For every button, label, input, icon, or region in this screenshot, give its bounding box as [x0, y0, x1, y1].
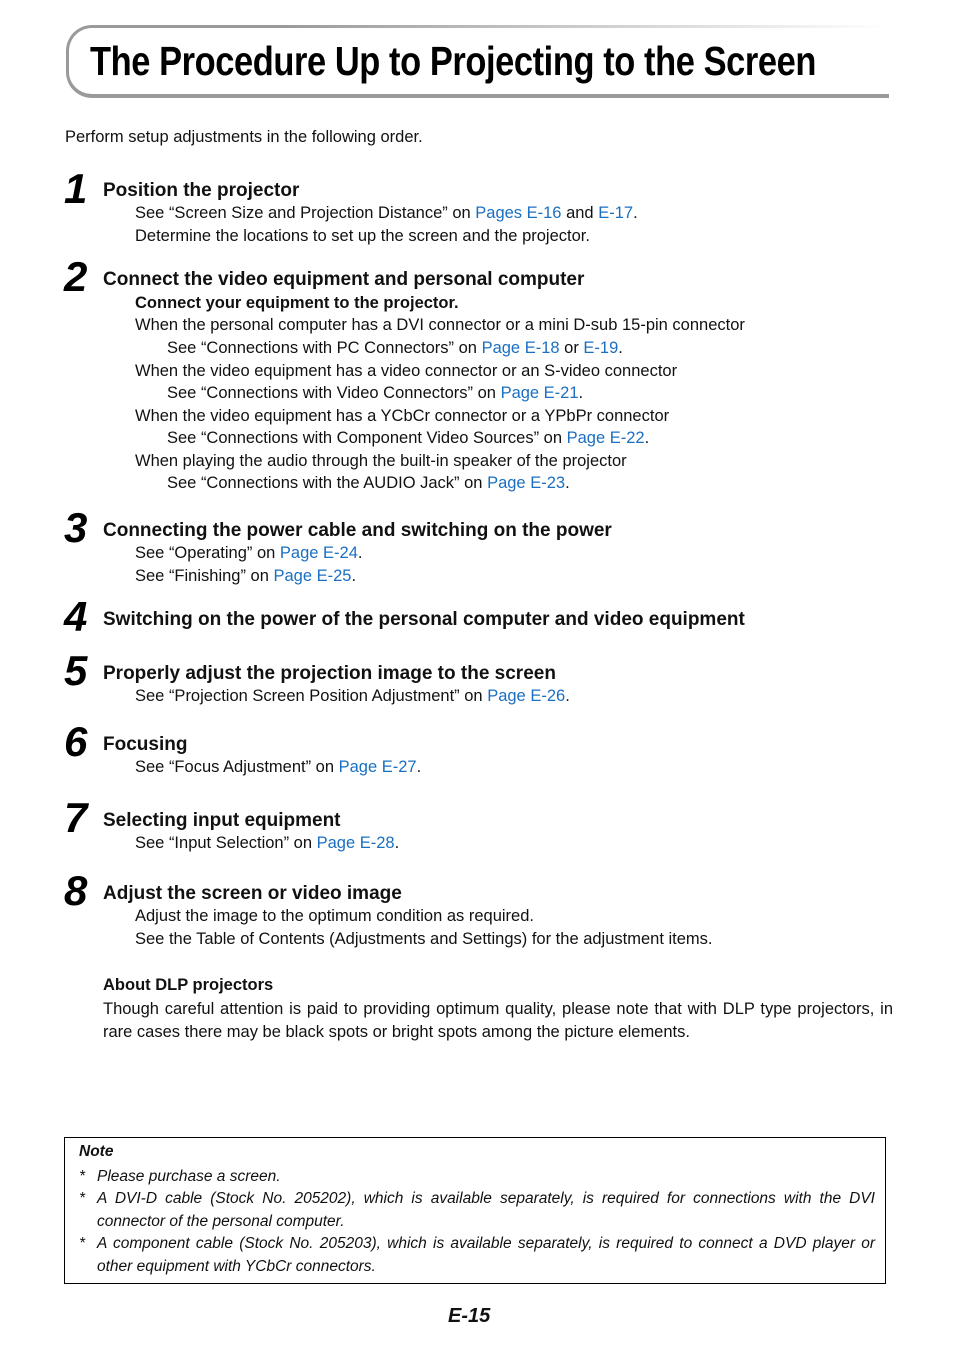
step-line: See “Finishing” on Page E-25.	[135, 567, 357, 585]
page-link[interactable]: Pages E-16	[475, 204, 562, 222]
step-line: See “Projection Screen Position Adjustment” on Page E-26.	[135, 687, 570, 705]
page-title: The Procedure Up to Projecting to the Screen	[90, 38, 816, 84]
step-number: 2	[64, 253, 88, 300]
step-number: 3	[64, 504, 88, 551]
page-link[interactable]: Page E-23	[487, 474, 566, 492]
note-item: * A component cable (Stock No. 205203), which is available separately, is required to connect a DVD player or other equipment with YCbCr connectors.	[79, 1235, 875, 1275]
step-number: 5	[64, 647, 88, 694]
note-box	[64, 1137, 886, 1284]
step-heading: Properly adjust the projection image to the screen	[103, 663, 556, 684]
step-line: Adjust the image to the optimum condition as required.	[135, 907, 534, 925]
step-number: 4	[64, 593, 88, 640]
page-link[interactable]: E-17	[598, 204, 634, 222]
step-line: See “Input Selection” on Page E-28.	[135, 834, 400, 852]
note-item: * Please purchase a screen.	[79, 1168, 281, 1185]
step-heading: Position the projector	[103, 180, 300, 201]
page-link[interactable]: Page E-25	[273, 567, 352, 585]
step-line: Determine the locations to set up the screen and the projector.	[135, 227, 590, 245]
step-line: See “Focus Adjustment” on Page E-27.	[135, 758, 422, 776]
step-line: See “Screen Size and Projection Distance” on Pages E-16 and E-17.	[135, 204, 638, 222]
step-line: When playing the audio through the built-in speaker of the projector	[135, 452, 627, 470]
step-line: See the Table of Contents (Adjustments and Settings) for the adjustment items.	[135, 930, 713, 948]
page-link[interactable]: Page E-21	[500, 384, 579, 402]
step-line: When the personal computer has a DVI connector or a mini D-sub 15-pin connector	[135, 316, 745, 334]
step-line: When the video equipment has a YCbCr connector or a YPbPr connector	[135, 407, 670, 425]
step-heading: Switching on the power of the personal computer and video equipment	[103, 609, 745, 630]
step-heading: Connect the video equipment and personal computer	[103, 269, 585, 290]
page-link[interactable]: Page E-26	[487, 687, 566, 705]
step-heading: Adjust the screen or video image	[103, 883, 402, 904]
step-number: 7	[64, 794, 88, 841]
page-link[interactable]: Page E-27	[338, 758, 417, 776]
page-link[interactable]: Page E-18	[481, 339, 560, 357]
page-link[interactable]: Page E-22	[566, 429, 645, 447]
page-link[interactable]: Page E-28	[316, 834, 395, 852]
page-number: E-15	[448, 1305, 491, 1327]
step-line: See “Operating” on Page E-24.	[135, 544, 363, 562]
step-number: 8	[64, 867, 88, 914]
step-line: See “Connections with the AUDIO Jack” on Page E-23.	[167, 474, 570, 492]
page-link[interactable]: E-19	[583, 339, 619, 357]
step-heading: Focusing	[103, 734, 188, 755]
step-heading: Selecting input equipment	[103, 810, 341, 831]
about-heading: About DLP projectors	[103, 976, 274, 994]
step-line: When the video equipment has a video connector or an S-video connector	[135, 362, 678, 380]
note-item: * A DVI-D cable (Stock No. 205202), which is available separately, is required for connections with the DVI connector of the personal computer.	[79, 1190, 875, 1230]
step-number: 6	[64, 718, 88, 765]
intro-text: Perform setup adjustments in the following order.	[65, 128, 423, 146]
step-subheading: Connect your equipment to the projector.	[135, 294, 459, 312]
step-heading: Connecting the power cable and switching on the power	[103, 520, 612, 541]
step-number: 1	[64, 165, 88, 212]
step-line: See “Connections with Component Video Sources” on Page E-22.	[167, 429, 650, 447]
step-line: See “Connections with Video Connectors” on Page E-21.	[167, 384, 584, 402]
note-title: Note	[79, 1143, 114, 1160]
about-text: Though careful attention is paid to providing optimum quality, please note that with DLP type projectors, in rare cases there may be black spots or bright spots among the picture elements.	[103, 1000, 893, 1041]
page-link[interactable]: Page E-24	[279, 544, 358, 562]
step-line: See “Connections with PC Connectors” on Page E-18 or E-19.	[167, 339, 623, 357]
